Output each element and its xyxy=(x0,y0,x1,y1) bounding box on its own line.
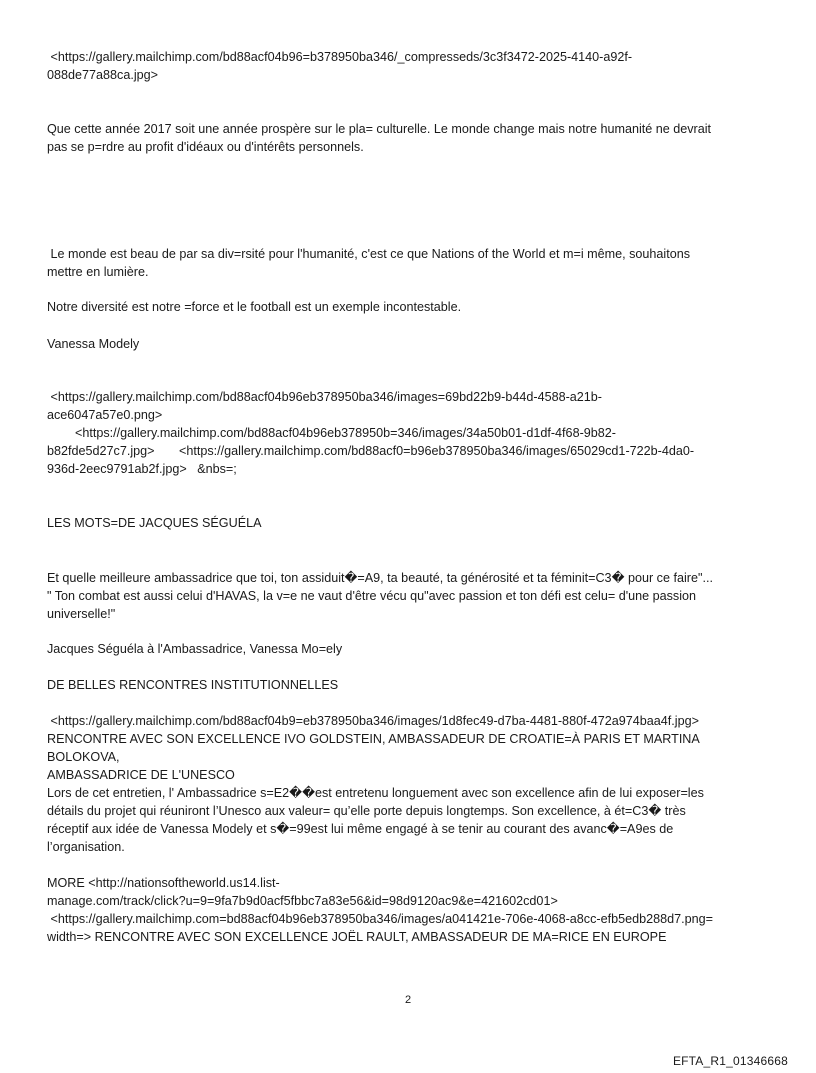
paragraph-football: Notre diversité est notre =force et le football est un exemple incontestable. xyxy=(47,300,462,314)
image-link-1: <https://gallery.mailchimp.com/bd88acf04b96=b378950ba346/_compresseds/3c3f3472-2025-4140-a92f- 088de77a88ca.jpg> xyxy=(47,50,633,82)
image-links-group: <https://gallery.mailchimp.com/bd88acf04b96eb378950ba346/images=69bd22b9-b44d-4588-a21b- ace6047a57e0.png> <https://gallery.mailchimp.com/bd88acf04b96eb378950b=346/images/34a50b01-d1df-4f68-9b82- b82fde5d27c7.jpg> <https://gallery.mailchimp.com/bd88acf0=b96eb378950ba346/images/65029cd1-722b-4da0- 936d-2eec9791ab2f.jpg> &nbs=; xyxy=(47,390,695,476)
document-id-footer: EFTA_R1_01346668 xyxy=(672,1054,788,1068)
more-links: MORE <http://nationsoftheworld.us14.list- manage.com/track/click?u=9=9fa7b9d0acf5fbbc7a83e56&id=98d9120ac9&e=421602cd01> <https://gallery.mailchimp.com=bd88acf04b96eb378950ba346/images/a041421e-706e-4068-a8cc-efb5edb288d7.png= width=> RENCONTRE AVEC SON EXCELLENCE JOËL RAULT, AMBASSADEUR DE MA=RICE EN EUROPE xyxy=(47,876,713,944)
signature-name: Vanessa Modely xyxy=(47,337,140,351)
section-heading-rencontres: DE BELLES RENCONTRES INSTITUTIONNELLES xyxy=(47,678,339,692)
paragraph-entretien: Lors de cet entretien, l' Ambassadrice s=E2��est entretenu longuement avec son excellence afin de lui exposer=les détails du projet qui réuniront l’Unesco aux valeur= qu’elle porte depuis longtemps. Son excellence, à ét=C3� très réceptif aux idée de Vanessa Modely et s�=99est lui même engagé à se tenir au courant des avanc�=A9es de l’organisation. xyxy=(47,786,704,854)
page-number: 2 xyxy=(404,994,412,1006)
quote-paragraph: Et quelle meilleure ambassadrice que toi, ton assiduit�=A9, ta beauté, ta générosité et ta féminit=C3� pour ce faire"... " Ton combat est aussi celui d'HAVAS, la v=e ne vaut d'être vécu qu"avec passion et ton défi est celu= d'une passion universelle!" xyxy=(47,571,713,621)
rencontre-goldstein: <https://gallery.mailchimp.com/bd88acf04b9=eb378950ba346/images/1d8fec49-d7ba-4481-880f-472a974baa4f.jpg> RENCONTRE AVEC SON EXCELLENCE IVO GOLDSTEIN, AMBASSADEUR DE CROATIE=À PARIS ET MARTINA BOLOKOVA, AMBASSADRICE DE L'UNESCO xyxy=(47,714,700,782)
paragraph-diversity: Le monde est beau de par sa div=rsité pour l'humanité, c'est ce que Nations of the World et m=i même, souhaitons mettre en lumière. xyxy=(47,247,691,279)
section-heading-seguela: LES MOTS=DE JACQUES SÉGUÉLA xyxy=(47,516,262,530)
quote-attribution: Jacques Séguéla à l'Ambassadrice, Vanessa Mo=ely xyxy=(47,642,343,656)
paragraph-intro: Que cette année 2017 soit une année prospère sur le pla= culturelle. Le monde change mais notre humanité ne devrait pas se p=rdre au profit d'idéaux ou d'intérêts personnels. xyxy=(47,122,712,154)
